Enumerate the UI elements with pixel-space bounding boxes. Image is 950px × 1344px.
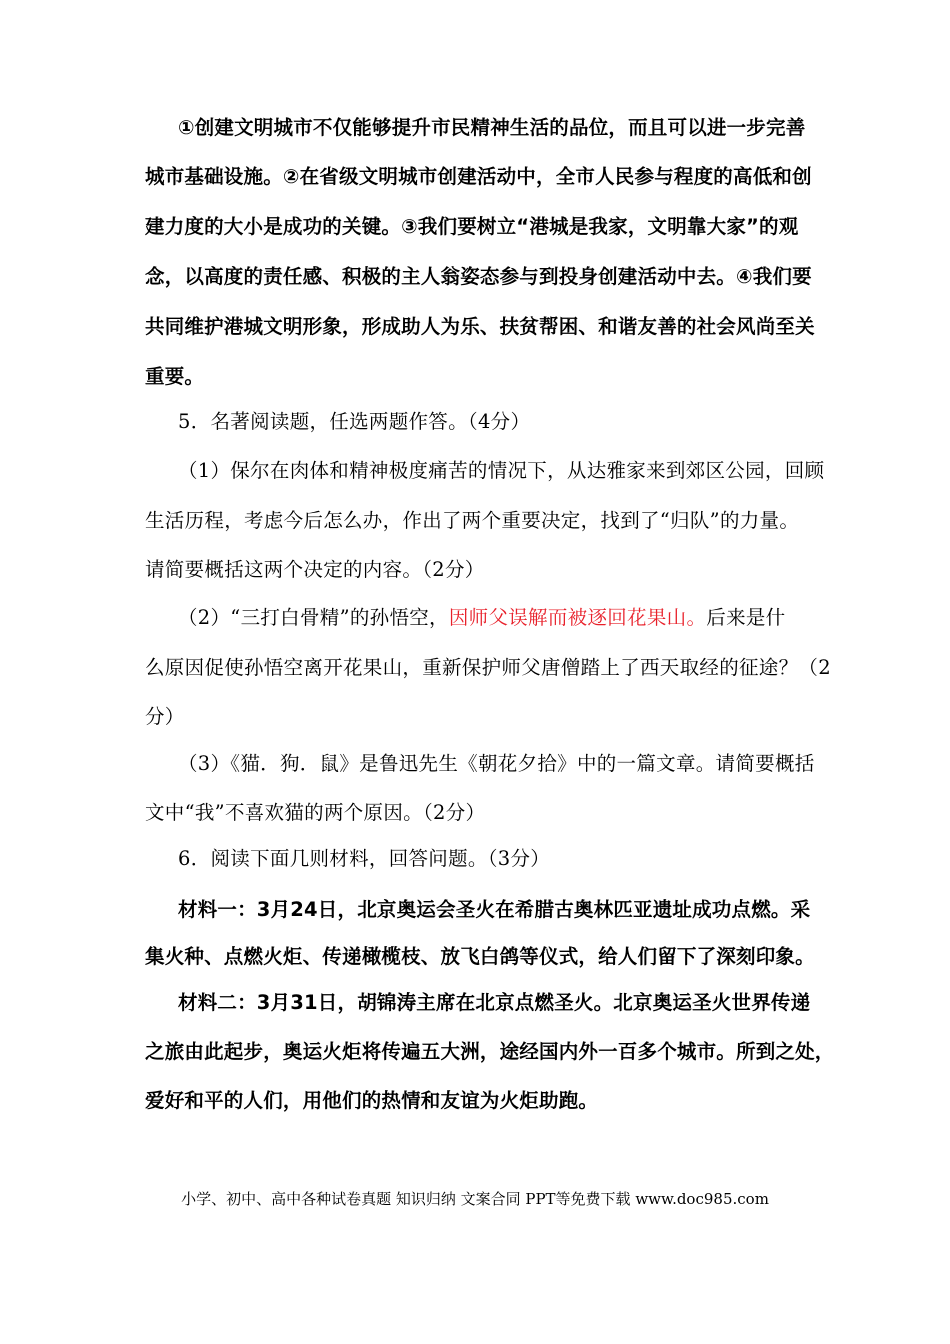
q5-item3-line-2: 文中“我”不喜欢猫的两个原因。（2分）: [145, 801, 486, 824]
question-6-title: 6．阅读下面几则材料，回答问题。（3分）: [178, 847, 551, 870]
q5-item2-line-1: [178, 605, 785, 631]
passage-line-3: 建力度的大小是成功的关键。③我们要树立“港城是我家，文明靠大家”的观: [145, 215, 799, 238]
material-2-line-2: 之旅由此起步，奥运火炬将传遍五大洲，途经国内外一百多个城市。所到之处，: [145, 1040, 835, 1063]
q5-item2-text-start: （2）“三打白骨精”的孙悟空，: [178, 606, 449, 629]
q5-item1-line-1: （1）保尔在肉体和精神极度痛苦的情况下，从达雅家来到郊区公园，回顾: [178, 459, 825, 482]
passage-line-5: 共同维护港城文明形象，形成助人为乐、扶贫帮困、和谐友善的社会风尚至关: [145, 315, 815, 338]
q5-item3-line-1: （3）《猫．狗．鼠》是鲁迅先生《朝花夕拾》中的一篇文章。请简要概括: [178, 752, 815, 775]
passage-line-6: 重要。: [145, 365, 205, 388]
material-2-line-1: 材料二：3月31日，胡锦涛主席在北京点燃圣火。北京奥运圣火世界传递: [178, 991, 811, 1014]
question-5-title: 5．名著阅读题，任选两题作答。（4分）: [178, 410, 531, 433]
material-2-line-3: 爱好和平的人们，用他们的热情和友谊为火炬助跑。: [145, 1089, 599, 1112]
passage-line-4: 念，以高度的责任感、积极的主人翁姿态参与到投身创建活动中去。④我们要: [145, 265, 812, 288]
q5-item2-line-3: 分）: [145, 705, 185, 728]
page-footer: 小学、初中、高中各种试卷真题 知识归纳 文案合同 PPT等免费下载 www.doc985.com: [181, 1190, 769, 1208]
passage-line-2: 城市基础设施。②在省级文明城市创建活动中，全市人民参与程度的高低和创: [145, 165, 812, 188]
material-1-line-2: 集火种、点燃火炬、传递橄榄枝、放飞白鸽等仪式，给人们留下了深刻印象。: [145, 945, 815, 968]
q5-item2-line-2: 么原因促使孙悟空离开花果山，重新保护师父唐僧踏上了西天取经的征途？（2: [145, 656, 831, 679]
q5-item1-line-3: 请简要概括这两个决定的内容。（2分）: [145, 558, 485, 581]
q5-item2-highlight: 因师父误解而被逐回花果山。: [448, 606, 707, 629]
q5-item1-line-2: 生活历程，考虑今后怎么办，作出了两个重要决定，找到了“归队”的力量。: [145, 509, 800, 532]
material-1-line-1: 材料一：3月24日，北京奥运会圣火在希腊古奥林匹亚遗址成功点燃。采: [178, 898, 811, 921]
q5-item2-text-end: 后来是什: [706, 606, 786, 629]
passage-line-1: ①创建文明城市不仅能够提升市民精神生活的品位，而且可以进一步完善: [178, 116, 806, 139]
